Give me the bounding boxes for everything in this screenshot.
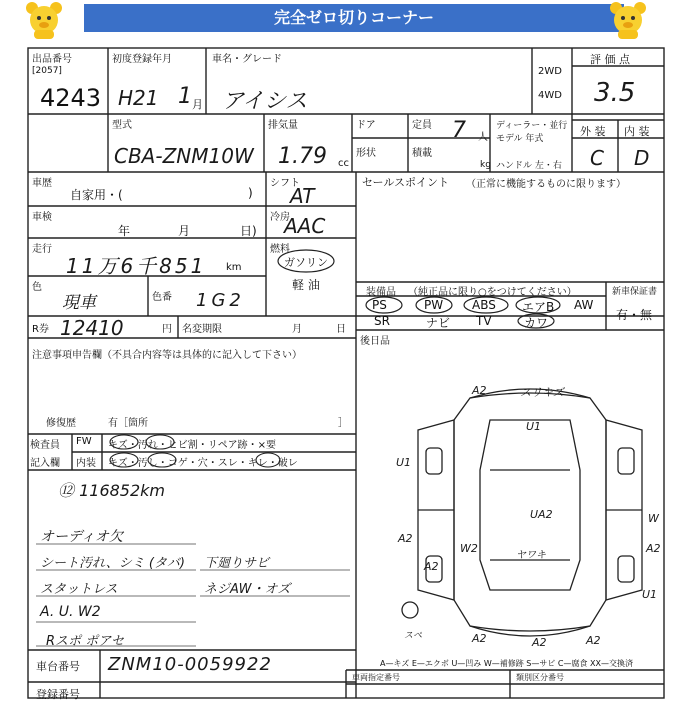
chassis-number-value: ZNM10-0059922: [108, 654, 272, 675]
diagram-mark: A2: [646, 542, 661, 555]
repair-history-close: ］: [338, 418, 348, 429]
sales-points-label: セールスポイント: [362, 176, 450, 189]
note-line-6: Rスポ ポアセ: [46, 634, 125, 649]
note-line-1: ⑫ 116852km: [58, 481, 166, 500]
name-change-month: 月: [292, 324, 302, 335]
lot-number-label: 出品番号: [32, 54, 72, 65]
note-line-4b: ネジAW・オズ: [204, 582, 291, 597]
fw-items: キズ・汚れ・ヒビ割・リペア跡・×要: [108, 440, 276, 451]
equipment-label: 装備品: [366, 287, 396, 298]
name-change-day: 日: [336, 324, 346, 335]
lot-number: 4243: [40, 84, 102, 112]
banner-title: 完全ゼロ切りコーナー: [84, 4, 624, 32]
chassis-number-label: 車台番号: [36, 660, 80, 673]
inspection-label: 車検: [32, 212, 52, 223]
model-name: アイシス: [222, 89, 308, 114]
diagram-mark: W: [648, 512, 659, 525]
name-change-label: 名変期限: [182, 324, 222, 335]
exterior-grade: C: [590, 146, 604, 170]
diagram-mark: A2: [398, 532, 413, 545]
fuel-diesel: 軽 油: [292, 278, 320, 292]
kg-unit: kg: [480, 160, 491, 170]
color-number-label: 色番: [152, 292, 172, 303]
repair-history-value: 有［箇所: [108, 418, 148, 429]
equip-sr: SR: [374, 314, 390, 328]
fuel-gasoline: ガソリン: [284, 256, 328, 269]
interior-grade: D: [634, 146, 650, 170]
fuel-label: 燃料: [270, 244, 290, 255]
handle-label: ハンドル 左・右: [496, 161, 562, 171]
equip-navi: ナビ: [426, 316, 451, 330]
model-year-label: モデル 年式: [496, 134, 544, 144]
damage-legend: A—キズ E—エクボ U—凹み W—補修跡 S—サビ C—腐食 XX—交換済: [380, 659, 634, 668]
diagram-mark: A2: [472, 384, 487, 397]
type-label: 型式: [112, 120, 132, 131]
note-line-5: A. U. W2: [40, 604, 101, 620]
inspection-day: 日): [240, 224, 257, 238]
sales-points-note: （正常に機能するものに限ります）: [466, 179, 626, 190]
cc-unit: cc: [338, 158, 349, 169]
note-line-4: スタットレス: [40, 582, 118, 597]
recycle-value: 12410: [60, 316, 124, 340]
diagram-mark: A2: [424, 560, 439, 573]
history-close: ): [248, 186, 253, 200]
grade-label: 評 価 点: [590, 53, 630, 66]
note-line-3: シート汚れ、シミ (タバ): [40, 556, 185, 571]
type-value: CBA-ZNM10W: [114, 144, 254, 168]
diagram-mark: A2: [532, 636, 547, 649]
displacement-value: 1.79: [278, 144, 327, 169]
registration-number-label: 登録番号: [36, 688, 80, 701]
diagram-mark: U1: [526, 420, 542, 433]
warranty-value: 有・無: [616, 308, 653, 322]
equip-tv: TV: [476, 314, 492, 328]
diagram-mark: U1: [396, 456, 412, 469]
note-line-2: オーディオ欠: [40, 529, 123, 545]
equip-aw: AW: [574, 298, 594, 312]
mileage-value: 11万6千851: [66, 254, 207, 278]
exterior-label: 外 装: [580, 125, 606, 138]
inspector-label: 検査員: [30, 440, 60, 451]
first-registration-month: 1: [178, 84, 192, 109]
ac-value: AAC: [284, 214, 326, 238]
ac-label: 冷房: [270, 212, 290, 223]
first-registration-era: H21: [118, 86, 159, 110]
lot-small-number: [2057]: [32, 66, 62, 76]
recycle-label: R券: [32, 324, 49, 335]
door-label: ドア: [356, 120, 376, 131]
history-value: 自家用・(: [70, 188, 123, 202]
recycle-unit: 円: [162, 324, 172, 335]
first-registration-label: 初度登録年月: [112, 54, 172, 65]
equip-abs: ABS: [472, 298, 496, 312]
color-value: 現車: [62, 293, 96, 313]
month-unit: 月: [192, 98, 203, 111]
equip-airbag: エアB: [522, 300, 555, 314]
equip-leather: カワ: [524, 316, 549, 330]
mileage-label: 走行: [32, 244, 52, 255]
diagram-mark: スリキズ: [520, 386, 564, 399]
interior-label: 内 装: [624, 125, 650, 138]
diagram-mark: W2: [460, 542, 478, 555]
new-car-warranty-label: 新車保証書: [612, 287, 658, 297]
grade-value: 3.5: [594, 78, 636, 108]
capacity-value: 7: [452, 118, 466, 143]
shift-value: AT: [290, 184, 315, 208]
inspection-month: 月: [178, 224, 191, 238]
displacement-label: 排気量: [268, 120, 298, 131]
color-label: 色: [32, 282, 42, 293]
dealer-label: ディーラー・並行: [496, 121, 568, 131]
drive-2wd: 2WD: [538, 66, 562, 77]
vehicle-designation-label: 車両指定番号: [352, 673, 400, 682]
notes-title: 注意事項申告欄（不具合内容等は具体的に記入して下さい）: [32, 350, 302, 361]
shape-label: 形状: [356, 148, 376, 159]
capacity-unit: 人: [478, 132, 488, 143]
repair-history-label: 修復歴: [46, 418, 76, 429]
classification-label: 類別区分番号: [516, 673, 564, 682]
entry-label: 記入欄: [30, 458, 60, 469]
shift-label: シフト: [270, 178, 300, 189]
model-label: 車名・グレード: [212, 54, 282, 65]
inspection-year: 年: [118, 224, 131, 238]
equip-ps: PS: [372, 298, 387, 312]
diagram-mark: スペ: [404, 631, 423, 641]
diagram-mark: A2: [586, 634, 601, 647]
color-number-value: 1G2: [196, 290, 245, 311]
equip-pw: PW: [424, 298, 444, 312]
equipment-note: （純正品に限り○をつけてください）: [408, 287, 577, 298]
load-label: 積載: [412, 148, 432, 159]
fw-label: FW: [76, 436, 92, 447]
diagram-mark: UA2: [530, 508, 553, 521]
diagram-mark: U1: [642, 588, 658, 601]
mileage-unit: km: [226, 262, 242, 273]
capacity-label: 定員: [412, 120, 432, 131]
drive-4wd: 4WD: [538, 90, 562, 101]
interior-items: キズ・汚し・コゲ・穴・スレ・キレ・破レ: [108, 458, 298, 469]
diagram-mark: ヤワキ: [516, 550, 546, 561]
note-line-3b: 下廻りサビ: [204, 556, 270, 571]
diagram-mark: A2: [472, 632, 487, 645]
later-items-label: 後日品: [360, 336, 390, 347]
interior-check-label: 内装: [76, 458, 96, 469]
history-label: 車歴: [32, 178, 52, 189]
